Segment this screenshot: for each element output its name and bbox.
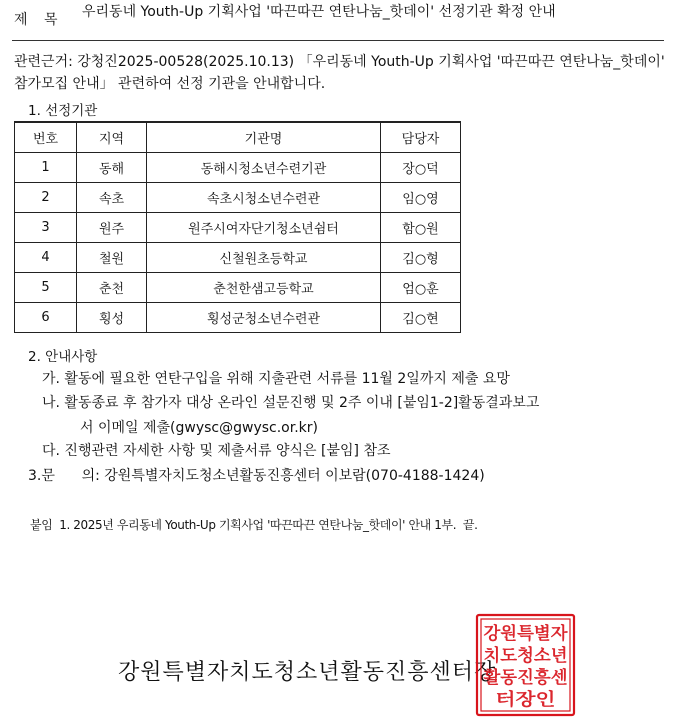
seal-text-line: 터장인	[495, 690, 545, 710]
subject-divider	[12, 40, 664, 41]
cell-region: 철원	[77, 243, 147, 273]
header-no: 번호	[15, 122, 77, 153]
notice-item-ga: 가. 활동에 필요한 연탄구입을 위해 지출관련 서류를 11월 2일까지 제출 요망	[42, 371, 510, 387]
cell-region: 횡성	[77, 303, 147, 333]
cell-region: 동해	[77, 153, 147, 183]
cell-no: 6	[15, 303, 77, 333]
cell-org: 춘천한샘고등학교	[147, 273, 381, 303]
cell-region: 원주	[77, 213, 147, 243]
seal-text-line: 강원특별자	[483, 624, 566, 644]
table-row	[15, 303, 461, 333]
contact-label: 3.문 의:	[28, 468, 100, 484]
cell-region: 속초	[77, 183, 147, 213]
notice-item-na: 나. 활동종료 후 참가자 대상 온라인 설문진행 및 2주 이내 [붙임1-2]활동결과보고	[42, 395, 540, 411]
header-org: 기관명	[147, 122, 381, 153]
subject-title: 우리동네 Youth-Up 기획사업 '따끈따끈 연탄나눔_핫데이' 선정기관 확정 안내	[82, 4, 556, 20]
attachment-note: 붙임 1. 2025년 우리동네 Youth-Up 기획사업 '따끈따끈 연탄나눔_핫데이' 안내 1부. 끝.	[30, 518, 478, 532]
cell-no: 4	[15, 243, 77, 273]
table-row	[15, 213, 461, 243]
subject-label: 제 목	[14, 12, 64, 28]
notice-item-da: 다. 진행관련 자세한 사항 및 제출서류 양식은 [붙임] 참조	[42, 443, 391, 459]
cell-manager: 임○영	[381, 183, 461, 213]
cell-manager: 김○현	[381, 303, 461, 333]
official-seal-stamp	[474, 612, 577, 718]
section2-title: 2. 안내사항	[28, 349, 98, 365]
cell-org: 원주시여자단기청소년쉼터	[147, 213, 381, 243]
cell-org: 동해시청소년수련기관	[147, 153, 381, 183]
cell-no: 2	[15, 183, 77, 213]
table-row	[15, 153, 461, 183]
table-row	[15, 243, 461, 273]
cell-manager: 엄○훈	[381, 273, 461, 303]
contact-text: 강원특별자치도청소년활동진흥센터 이보람(070-4188-1424)	[104, 468, 485, 484]
cell-region: 춘천	[77, 273, 147, 303]
header-region: 지역	[77, 122, 147, 153]
cell-no: 5	[15, 273, 77, 303]
section3-contact	[28, 465, 485, 485]
related-basis: 관련근거: 강청진2025-00528(2025.10.13) 「우리동네 Youth-Up 기획사업 '따끈따끈 연탄나눔_핫데이' 참가모집 안내」 관련하여 선정 기관을 안내합니다.	[14, 54, 665, 92]
notice-item-na-continued: 서 이메일 제출(gwysc@gwysc.or.kr)	[80, 420, 318, 436]
seal-text-line: 치도청소년	[483, 646, 566, 666]
selected-organizations-table	[14, 121, 461, 333]
cell-no: 3	[15, 213, 77, 243]
table-row	[15, 183, 461, 213]
seal-text-line: 활동진흥센	[483, 668, 566, 688]
cell-manager: 함○원	[381, 213, 461, 243]
table-row	[15, 273, 461, 303]
cell-org: 신철원초등학교	[147, 243, 381, 273]
table-header-row	[15, 122, 461, 153]
cell-manager: 장○덕	[381, 153, 461, 183]
section1-title: 1. 선정기관	[28, 103, 98, 119]
sender-name: 강원특별자치도청소년활동진흥센터장	[118, 660, 497, 685]
cell-org: 속초시청소년수련관	[147, 183, 381, 213]
cell-manager: 김○형	[381, 243, 461, 273]
header-manager: 담당자	[381, 122, 461, 153]
cell-no: 1	[15, 153, 77, 183]
cell-org: 횡성군청소년수련관	[147, 303, 381, 333]
